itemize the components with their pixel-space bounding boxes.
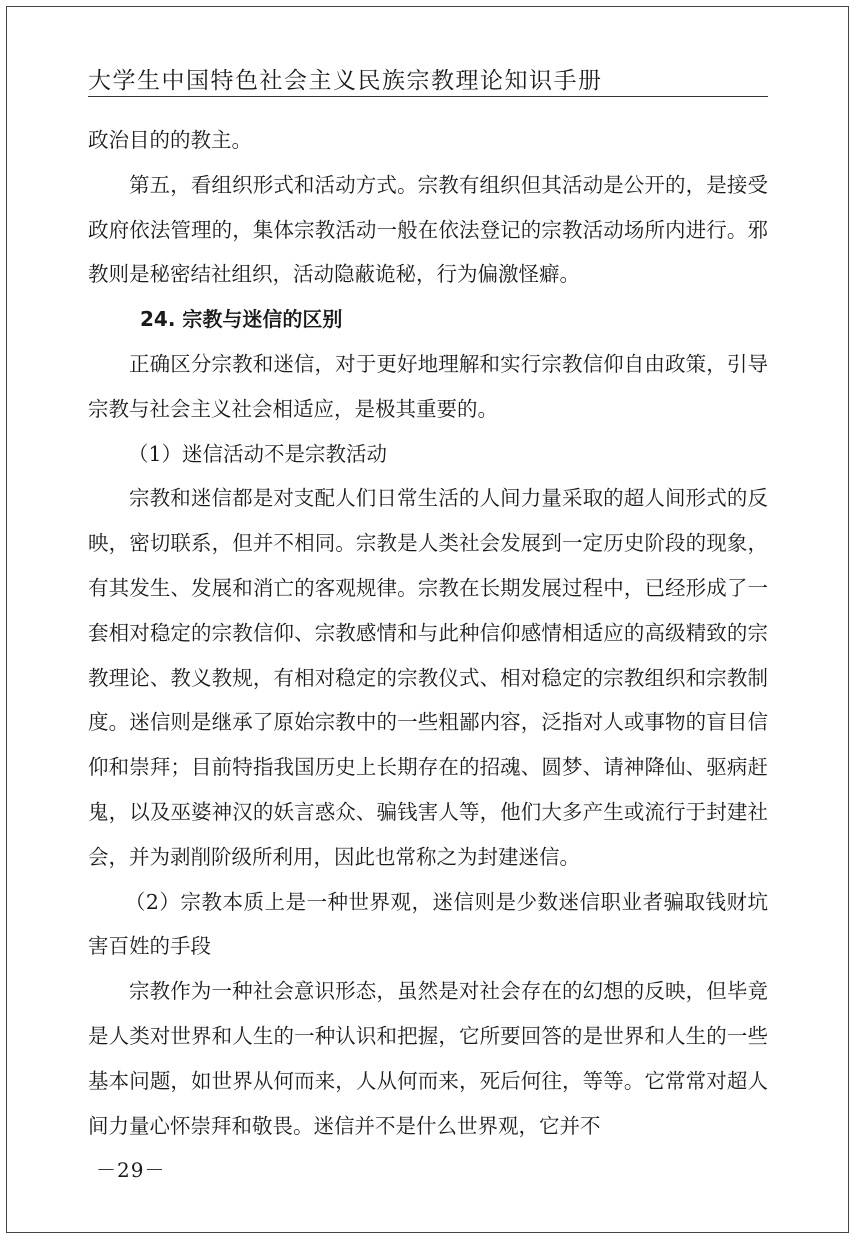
page-number: －29－ [96, 1158, 166, 1182]
running-header: 大学生中国特色社会主义民族宗教理论知识手册 [88, 68, 603, 94]
paragraph-fifth: 第五，看组织形式和活动方式。宗教有组织但其活动是公开的，是接受政府依法管理的，集体宗教活动一般在依法登记的宗教活动场所内进行。邪教则是秘密结社组织，活动隐蔽诡秘，行为偏激怪癖。 [88, 172, 768, 287]
paragraph-subsection-1: 宗教和迷信都是对支配人们日常生活的人间力量采取的超人间形式的反映，密切联系，但并不相同。宗教是人类社会发展到一定历史阶段的现象，有其发生、发展和消亡的客观规律。宗教在长期发展过程中，已经形成了一套相对稳定的宗教信仰、宗教感情和与此种信仰感情相适应的高级精致的宗教理论、教义教规，有相对稳定的宗教仪式、相对稳定的宗教组织和宗教制度。迷信则是继承了原始宗教中的一些粗鄙内容，泛指对人或事物的盲目信仰和崇拜；目前特指我国历史上长期存在的招魂、圆梦、请神降仙、驱病赶鬼，以及巫婆神汉的妖言惑众、骗钱害人等，他们大多产生或流行于封建社会，并为剥削阶级所利用，因此也常称之为封建迷信。 [88, 486, 768, 869]
header-rule [88, 96, 768, 97]
subheading-1: （1）迷信活动不是宗教活动 [128, 441, 388, 466]
paragraph-subsection-2: 宗教作为一种社会意识形态，虽然是对社会存在的幻想的反映，但毕竟是人类对世界和人生的一种认识和把握，它所要回答的是世界和人生的一些基本问题，如世界从何而来，人从何而来，死后何往，等等。它常常对超人间力量心怀崇拜和敬畏。迷信并不是什么世界观，它并不 [88, 979, 768, 1138]
paragraph-continuation: 政治目的的教主。 [88, 128, 252, 152]
section-heading-24: 24. 宗教与迷信的区别 [140, 307, 343, 332]
subheading-2: （2）宗教本质上是一种世界观，迷信则是少数迷信职业者骗取钱财坑害百姓的手段 [88, 889, 768, 959]
body-text [88, 118, 768, 1148]
paragraph-intro: 正确区分宗教和迷信，对于更好地理解和实行宗教信仰自由政策，引导宗教与社会主义社会相适应，是极其重要的。 [88, 351, 768, 421]
